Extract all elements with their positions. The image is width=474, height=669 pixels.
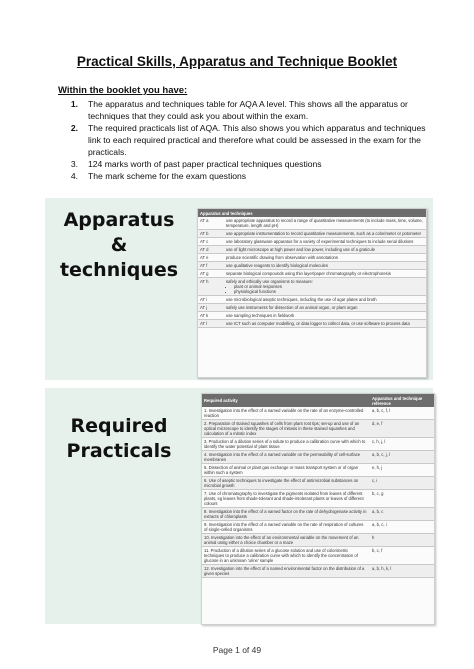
reference-cell: h — [370, 534, 434, 547]
table-row — [198, 262, 426, 270]
at-text: use laboratory glassware apparatus for a variety of experimental techniques to include serial dilutions — [224, 238, 426, 246]
list-text: The mark scheme for the exam questions — [88, 171, 247, 181]
table-row — [198, 238, 426, 246]
table-row — [202, 477, 434, 490]
at-text: use appropriate instrumentation to record quantitative measurements, such as a colorimeter or potometer — [224, 230, 426, 238]
at-text: use sampling techniques in fieldwork — [224, 312, 426, 320]
label-line: Required — [70, 415, 168, 437]
table-row — [202, 464, 434, 477]
at-text: use appropriate apparatus to record a range of quantitative measurements (to include mass, time, volume, temperature, length and pH) — [224, 217, 426, 230]
table-row — [202, 508, 434, 521]
table-row — [198, 304, 426, 312]
table-row — [202, 521, 434, 534]
activity-cell: 5. Dissection of animal or plant gas exchange or mass transport system or of organ within such a system — [202, 464, 370, 477]
reference-column-header: Apparatus and technique reference — [370, 394, 434, 407]
practicals-section-label — [46, 414, 192, 464]
reference-cell: a, b, c — [370, 508, 434, 521]
activity-cell: 1. Investigation into the effect of a named variable on the rate of an enzyme-controlled reaction — [202, 407, 370, 420]
table-row — [198, 296, 426, 304]
list-text: The required practicals list of AQA. This also shows you which apparatus and techniques link to each required practical and therefore what could be assessed in the exam for the practicals. — [88, 123, 426, 157]
list-item — [58, 158, 433, 170]
at-text: use ICT such as computer modelling, or data logger to collect data, or use software to process data — [224, 320, 426, 328]
table-row — [202, 547, 434, 565]
page-title: Practical Skills, Apparatus and Technique Booklet — [76, 54, 398, 69]
reference-cell: c, i — [370, 477, 434, 490]
reference-cell: a, b, c, i — [370, 521, 434, 534]
label-line: Apparatus — [63, 209, 175, 231]
table-row — [202, 438, 434, 451]
apparatus-table-card — [197, 208, 427, 378]
reference-cell: c, h, j, l — [370, 438, 434, 451]
at-code: AT a — [198, 217, 224, 230]
activity-cell: 6. Use of aseptic techniques to investigate the effect of antimicrobial substances on microbial growth — [202, 477, 370, 490]
at-text-cell — [224, 278, 426, 296]
table-row — [198, 217, 426, 230]
reference-cell: b, c, f — [370, 547, 434, 565]
intro-heading: Within the booklet you have: — [58, 85, 188, 96]
table-row — [198, 270, 426, 278]
table-row — [202, 565, 434, 578]
table-row — [198, 230, 426, 238]
activity-cell: 4. Investigation into the effect of a named variable on the permeability of cell-surface membranes — [202, 451, 370, 464]
table-row — [198, 254, 426, 262]
label-line: techniques — [59, 259, 179, 281]
label-line: & — [110, 234, 128, 256]
at-code: AT c — [198, 238, 224, 246]
at-code: AT d — [198, 246, 224, 254]
page-number: Page 1 of 49 — [212, 645, 262, 655]
label-line: Practicals — [66, 440, 172, 462]
intro-list — [58, 98, 433, 182]
list-text: The apparatus and techniques table for AQA A level. This shows all the apparatus or techniques that they could ask you about within the exam. — [88, 99, 408, 121]
activity-cell: 9. Investigation into the effect of a named variable on the rate of respiration of cultures of single-celled organisms — [202, 521, 370, 534]
activity-cell: 12. Investigation into the effect of a named environmental factor on the distribution of a given species — [202, 565, 370, 578]
list-item — [58, 98, 433, 122]
at-text: safely use instruments for dissection of an animal organ, or plant organ — [224, 304, 426, 312]
at-code: AT i — [198, 296, 224, 304]
list-text: 124 marks worth of past paper practical techniques questions — [88, 159, 322, 169]
at-text: separate biological compounds using thin layer/paper chromatography or electrophoresis — [224, 270, 426, 278]
table-header: Apparatus and techniques — [198, 209, 426, 217]
practicals-table-card — [201, 393, 435, 625]
reference-cell: a, b, h, k, l — [370, 565, 434, 578]
table-row — [202, 534, 434, 547]
apparatus-section-label — [46, 208, 192, 283]
bullet-item: • plant or animal responses — [234, 284, 424, 289]
activity-cell: 2. Preparation of stained squashes of cells from plant root tips; set-up and use of an optical microscope to identify the stages of mitosis in these stained squashes and calculation of a mitotic index — [202, 420, 370, 438]
apparatus-table — [198, 209, 426, 328]
table-row — [198, 278, 426, 296]
at-code: AT b — [198, 230, 224, 238]
activity-cell: 3. Production of a dilution series of a solute to produce a calibration curve with which to identify the water potential of plant tissue — [202, 438, 370, 451]
activity-column-header: Required activity — [202, 394, 370, 407]
reference-cell: e, h, j — [370, 464, 434, 477]
at-text: produce scientific drawing from observation with annotations — [224, 254, 426, 262]
list-number: 2. — [70, 123, 78, 133]
table-row — [198, 246, 426, 254]
table-row — [202, 451, 434, 464]
list-number: 4. — [70, 171, 78, 181]
at-code: AT g — [198, 270, 224, 278]
at-text: use microbiological aseptic techniques, including the use of agar plates and broth — [224, 296, 426, 304]
at-text: safely and ethically use organisms to measure: — [226, 279, 314, 284]
table-row — [202, 420, 434, 438]
practicals-table — [202, 394, 434, 578]
at-code: AT h — [198, 278, 224, 296]
list-item — [58, 170, 433, 182]
table-row — [202, 407, 434, 420]
reference-cell: a, b, c, f, l — [370, 407, 434, 420]
reference-cell: a, b, c, j, l — [370, 451, 434, 464]
bullet-list — [226, 284, 424, 294]
list-number: 1. — [70, 99, 78, 109]
at-text: use qualitative reagents to identify biological molecules — [224, 262, 426, 270]
at-code: AT j — [198, 304, 224, 312]
at-code: AT e — [198, 254, 224, 262]
at-text: use of light microscope at high power and low power, including use of a graticule — [224, 246, 426, 254]
at-code: AT f — [198, 262, 224, 270]
at-code: AT k — [198, 312, 224, 320]
reference-cell: d, e, f — [370, 420, 434, 438]
bullet-item: • physiological functions — [234, 289, 424, 294]
activity-cell: 10. Investigation into the effect of an environmental variable on the movement of an animal using either a choice chamber or a maze — [202, 534, 370, 547]
activity-cell: 8. Investigation into the effect of a named factor on the rate of dehydrogenase activity in extracts of chloroplasts — [202, 508, 370, 521]
at-code: AT l — [198, 320, 224, 328]
list-number: 3. — [70, 159, 78, 169]
table-row — [198, 320, 426, 328]
list-item — [58, 122, 433, 158]
reference-cell: b, c, g — [370, 490, 434, 508]
table-row — [198, 312, 426, 320]
activity-cell: 11. Production of a dilution series of a glucose solution and use of colorimetric techniques to produce a calibration curve with which to identify the concentration of glucose in an unknown 'urine' sample — [202, 547, 370, 565]
activity-cell: 7. Use of chromatography to investigate the pigments isolated from leaves of different plants, eg leaves from shade-tolerant and shade-intolerant plants or leaves of different colours — [202, 490, 370, 508]
table-row — [202, 490, 434, 508]
